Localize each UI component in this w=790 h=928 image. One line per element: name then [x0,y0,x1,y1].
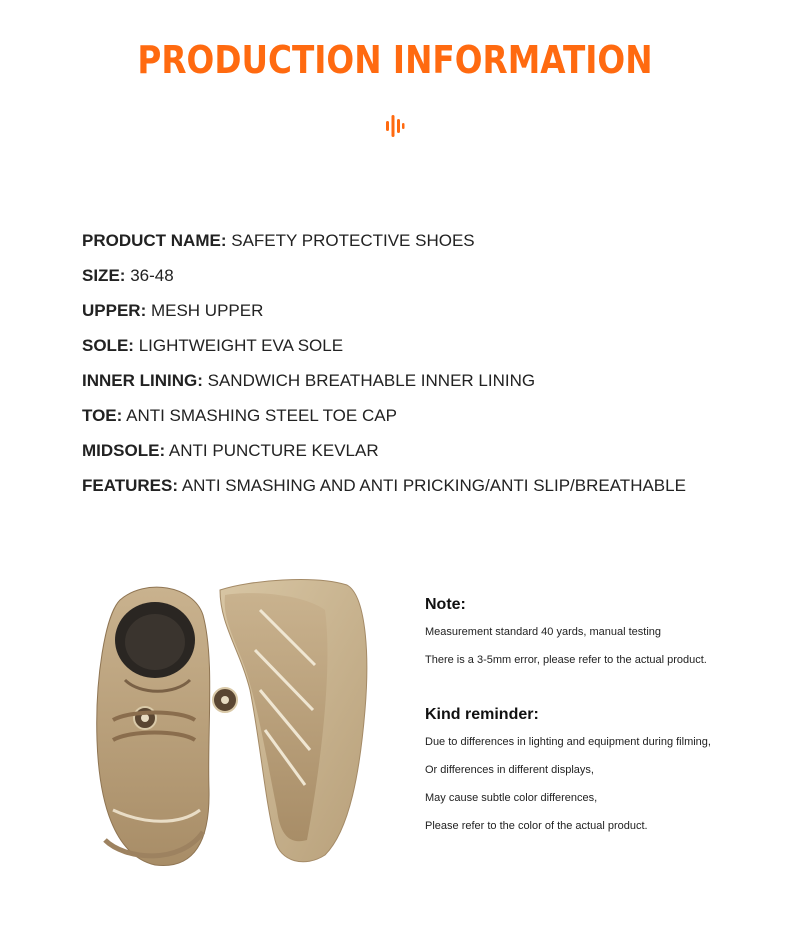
note-line: Measurement standard 40 yards, manual testing [425,626,662,638]
spec-value: SAFETY PROTECTIVE SHOES [231,231,475,250]
right-shoe [213,580,367,862]
spec-row-midsole [82,438,762,473]
reminder-line: Or differences in different displays, [425,764,594,776]
reminder-line: May cause subtle color differences, [425,792,598,804]
spec-label: MIDSOLE: [82,441,166,460]
spec-label: UPPER: [82,301,147,320]
spec-label: TOE: [82,406,123,425]
spec-label: FEATURES: [82,476,179,495]
spec-label: PRODUCT NAME: [82,231,227,250]
spec-label: SOLE: [82,336,134,355]
page-title: PRODUCTION INFORMATION [137,38,653,82]
spec-value: 36-48 [130,266,174,285]
spec-row-features [82,473,762,508]
spec-label: INNER LINING: [82,371,203,390]
spec-row-inner-lining [82,368,762,403]
spec-value: ANTI PUNCTURE KEVLAR [168,441,379,460]
spec-value: ANTI SMASHING STEEL TOE CAP [126,406,397,425]
spec-list [82,228,762,508]
reminder-line: Due to differences in lighting and equipment during filming, [425,736,711,748]
spec-value: ANTI SMASHING AND ANTI PRICKING/ANTI SLIP/BREATHABLE [181,476,686,495]
spec-row-toe [82,403,762,438]
spec-value: MESH UPPER [150,301,264,320]
reminder-line: Please refer to the color of the actual product. [425,820,648,832]
left-shoe [97,587,210,865]
spec-row-upper [82,298,762,333]
spec-label: SIZE: [82,266,126,285]
note-heading: Note: [425,596,466,613]
note-line: There is a 3-5mm error, please refer to the actual product. [425,654,707,666]
spec-value: SANDWICH BREATHABLE INNER LINING [207,371,536,390]
spec-row-size [82,263,762,298]
reminder-heading: Kind reminder: [425,706,539,723]
notes-section [425,596,785,846]
spec-row-product-name [82,228,762,263]
spec-row-sole [82,333,762,368]
shoe-pair-image [85,570,375,870]
sound-bars-icon [385,115,405,137]
spec-value: LIGHTWEIGHT EVA SOLE [138,336,344,355]
